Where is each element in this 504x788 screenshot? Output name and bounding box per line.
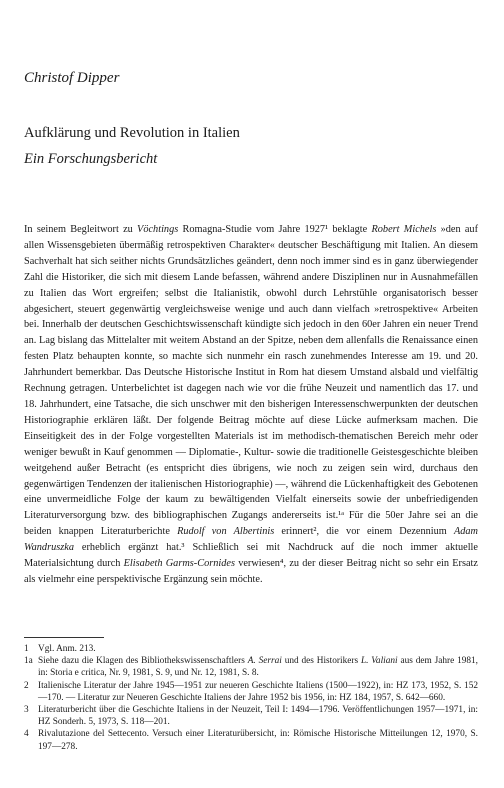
author-name: Christof Dipper	[24, 70, 120, 86]
footnote-divider	[24, 637, 104, 638]
footnote-number: 4	[24, 729, 29, 740]
body-segment: erheblich ergänzt hat.³ Schließlich sei mit Nachdruck auf die noch immer aktuelle Materialsichtung durch	[24, 542, 478, 570]
footnote-number: 3	[24, 705, 29, 716]
footnote-name: L. Valiani	[360, 656, 398, 667]
footnote-text	[38, 643, 478, 655]
footnote-text	[38, 728, 478, 752]
footnote-number: 1	[24, 644, 29, 654]
footnote-segment: Italienische Literatur der Jahre 1945—1951 zur neueren Geschichte Italiens (1500—1922), in: HZ 173, 1952, S. 152—170. — Literatur zur Neueren Geschichte Italiens der Jahre 1952 bis 1956, in: HZ 184, 1957, S. 642—660.	[38, 680, 478, 703]
footnote	[24, 728, 478, 752]
body-segment: In seinem Begleitwort zu	[24, 224, 138, 235]
body-name: Elisabeth Garms-Cornides	[123, 558, 235, 570]
body-name: Rudolf von Albertinis	[177, 526, 275, 538]
body-paragraph	[24, 222, 478, 588]
footnote	[24, 655, 478, 679]
footnote-text	[38, 680, 478, 704]
article-subtitle: Ein Forschungsbericht	[24, 151, 158, 167]
article-title: Aufklärung und Revolution in Italien	[24, 125, 240, 141]
footnote-name: A. Serrai	[247, 656, 282, 667]
footnote-segment: Literaturbericht über die Geschichte Italiens in der Neuzeit, Teil I: 1494—1796. Veröffentlichungen 1957—1971, in: HZ Sonderh. 5, 1973, S. 118—201.	[38, 705, 478, 728]
footnote-number: 2	[24, 680, 29, 691]
body-segment: Romagna-Studie vom Jahre 1927¹ beklagte	[178, 224, 372, 235]
body-segment: verwiesen⁴, zu der dieser Beitrag nicht so sehr ein Ersatz als vielmehr eine perspektivische Ergänzung sein möchte.	[24, 558, 478, 585]
body-name: Adam Wandruszka	[24, 526, 478, 554]
footnote	[24, 704, 478, 728]
body-segment: »den auf allen Wissensgebieten übermäßig retrospektiven Charakter« deutscher Beschäftigung mit Italien. An diesem Sachverhalt hat sich seither nichts Grundsätzliches geändert, denn noch immer sind es in ganz überwiegender Zahl die Historiker, die sich mit diesem Lande befassen, während andere Disziplinen nur in Ausnahmefällen zu Italien das Wort ergreifen; selbst die Italianistik, obwohl durch Lehrstühle organisatorisch besser abgesichert, steuert gegenwärtig vergleichsweise wenige und auch dann vielfach »retrospektive« Arbeiten bei. Innerhalb der deutschen Geschichtswissenschaft kündigte sich jedoch in den 60er Jahren ein neuer Trend an. Lag bislang das Mittelalter mit weitem Abstand an der Spitze, neben dem allenfalls die Renaissance einen festen Platz behaupten konnte, so machte sich nunmehr ein rasch zunehmendes Interesse am 19. und 20. Jahrhundert bemerkbar. Das Deutsche Historische Institut in Rom hat diesem Umstand alsbald und vielfältig Rechnung getragen. Unterbelichtet ist dagegen nach wie vor die frühe Neuzeit und namentlich das 17. und 18. Jahrhundert, eine Tatsache, die sich unschwer mit den bisherigen Interessenschwerpunkten der deutschen Historiographie erklären läßt. Der folgende Beitrag möchte auf diese Lücke aufmerksam machen. Die Einseitigkeit des in der Folge vorgestellten Materials ist im methodisch-thematischen Bereich mehr oder weniger bewußt in Kauf genommen — Diplomatie-, Kultur- sowie die traditionelle Geistesgeschichte bleiben weitgehend außer Betracht (es entspricht dies übrigens, wie noch zu zeigen sein wird, durchaus den gegenwärtigen Tendenzen der italienischen Historiographie) —, während die Lückenhaftigkeit des Gebotenen eine unvermeidliche Folge der kaum zu bewältigenden Vielfalt einerseits sowie der unbefriedigenden Literaturversorgung bzw. des bibliographischen Zugangs andererseits ist.¹ᵃ Für die 50er Jahre sei an die beiden knappen Literaturberichte	[24, 224, 479, 538]
footnote-text	[38, 655, 478, 679]
body-segment: erinnert², die vor einem Dezennium	[274, 526, 454, 538]
footnote-segment: Rivalutazione del Settecento. Versuch einer Literaturübersicht, in: Römische Historische Mitteilungen 12, 1970, S. 197—278.	[38, 729, 478, 752]
body-name: Robert Michels	[371, 224, 437, 235]
footnotes	[24, 643, 478, 753]
footnote	[24, 680, 478, 704]
footnote-text	[38, 704, 478, 728]
footnote-number: 1a	[24, 656, 33, 667]
footnote-segment: Siehe dazu die Klagen des Bibliothekswissenschaftlers	[38, 656, 248, 667]
footnote-segment: aus dem Jahre 1981, in: Storia e critica, Nr. 9, 1981, S. 9, und Nr. 12, 1981, S. 8.	[38, 656, 478, 679]
footnote-segment: und des Historikers	[281, 656, 361, 667]
body-name: Vöchtings	[137, 224, 179, 235]
footnote-segment: Vgl. Anm. 213.	[38, 644, 96, 654]
footnote	[24, 643, 478, 655]
